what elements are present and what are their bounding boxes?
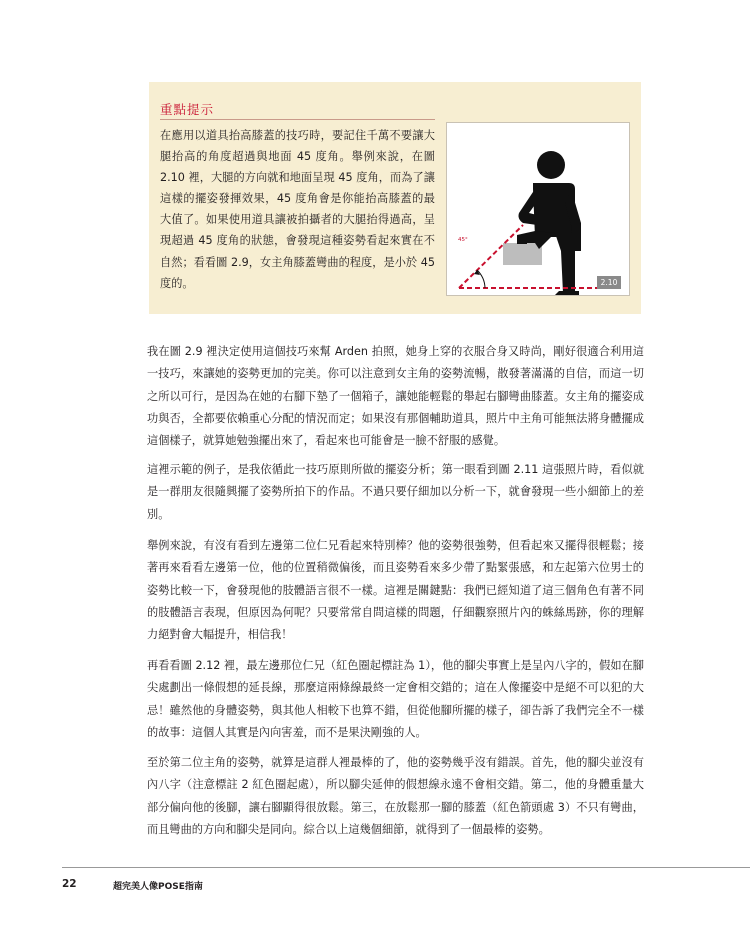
paragraph-3: 舉例來說，有沒有看到左邊第二位仁兄看起來特別棒？他的姿勢很強勢，但看起來又擺得很輕鬆；接著再來看看左邊第一位，他的位置稍微偏後，而且姿勢看來多少帶了點緊張感，和左起第六位男士的姿勢比較一下，會發現他的肢體語言很不一樣。這裡是關鍵點：我們已經知道了這三個角色有著不同的肢體語言表現，但原因為何呢？只要常常自問這樣的問題，仔細觀察照片內的蛛絲馬跡，你的理解力絕對會大幅提升，相信我！	[147, 539, 644, 642]
angle-label: 45°	[458, 237, 468, 243]
page-number: 22	[62, 878, 77, 890]
figure-foot	[555, 291, 579, 295]
figure-raised-shin	[517, 235, 527, 244]
tip-title-divider	[160, 119, 435, 120]
footer-divider	[62, 867, 750, 868]
figure-head	[537, 151, 565, 179]
book-title: 超完美人像POSE指南	[113, 882, 203, 892]
paragraph-5: 至於第二位主角的姿勢，就算是這群人裡最棒的了，他的姿勢幾乎沒有錯誤。首先，他的腳尖並沒有內八字（注意標註 2 紅色圈起處），所以腳尖延伸的假想線永遠不會相交錯。第二，他的身體重量大部分偏向他的後腳，讓右腳顯得很放鬆。第三，在放鬆那一腳的膝蓋（紅色箭頭處 3）不只有彎曲，而且彎曲的方向和腳尖是同向。綜合以上這幾個細節，就得到了一個最棒的姿勢。	[147, 756, 644, 836]
tip-box	[149, 82, 641, 314]
tip-title: 重點提示	[160, 102, 215, 117]
prop-box	[503, 243, 542, 265]
figure-2-10	[446, 122, 630, 296]
paragraph-4: 再看看圖 2.12 裡，最左邊那位仁兄（紅色圈起標註為 1），他的腳尖事實上是呈內八字的，假如在腳尖處劃出一條假想的延長線，那麼這兩條線最終一定會相交錯的；這在人像擺姿中是絕不可以犯的大忌！雖然他的身體姿勢，與其他人相較下也算不錯，但從他腳所擺的樣子，卻告訴了我們完全不一樣的故事：這個人其實是內向害羞，而不是果決剛強的人。	[147, 659, 644, 739]
figure-number-badge: 2.10	[597, 276, 621, 289]
paragraph-2: 這裡示範的例子，是我依循此一技巧原則所做的擺姿分析；第一眼看到圖 2.11 這張照片時，看似就是一群朋友很隨興擺了姿勢所拍下的作品。不過只要仔細加以分析一下，就會發現一些小細節上的差別。	[147, 463, 644, 521]
pose-illustration	[447, 123, 631, 297]
paragraph-1: 我在圖 2.9 裡決定使用這個技巧來幫 Arden 拍照，她身上穿的衣服合身又時尚，剛好很適合利用這一技巧，來讓她的姿勢更加的完美。你可以注意到女主角的姿勢流暢，散發著滿滿的自信，而這一切之所以可行，是因為在她的右腳下墊了一個箱子，讓她能輕鬆的舉起右腳彎曲膝蓋。女主角的擺姿成功與否，全都要依賴重心分配的情況而定；如果沒有那個輔助道具，照片中主角可能無法將身體擺成這個樣子，就算她勉強擺出來了，看起來也可能會是一臉不舒服的感覺。	[147, 345, 644, 448]
figure-standing-leg	[555, 233, 575, 293]
tip-text: 在應用以道具抬高膝蓋的技巧時，要記住千萬不要讓大腿抬高的角度超過與地面 45 度角。舉例來說，在圖 2.10 裡，大腿的方向就和地面呈現 45 度角，而為了讓這樣的擺姿發揮效果，45 度角會是你能抬高膝蓋的最大值了。如果使用道具讓被拍攝者的大腿抬得過高，呈現超過 45 度角的狀態，會發現這種姿勢看起來實在不自然；看看圖 2.9，女主角膝蓋彎曲的程度，是小於 45 度的。	[160, 129, 435, 290]
